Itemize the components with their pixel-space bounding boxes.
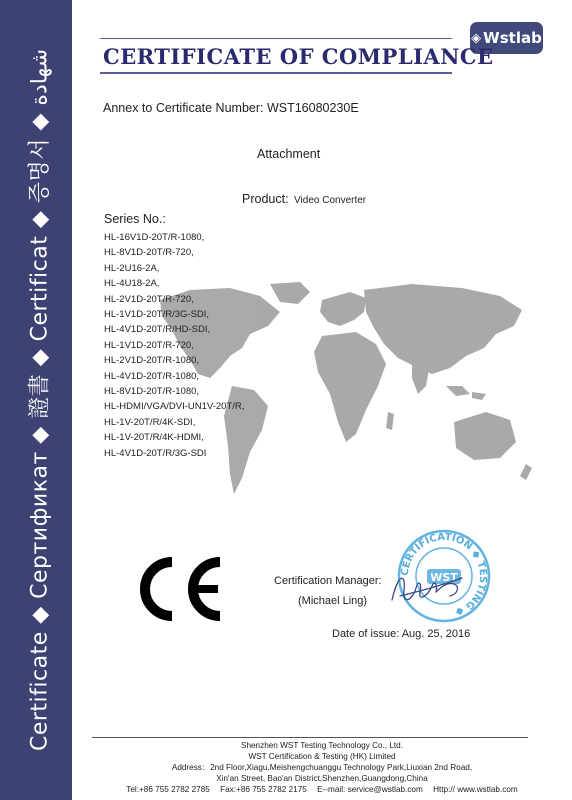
logo-mark-icon: ◈: [471, 30, 482, 46]
footer-company-hk: WST Certification & Testing (HK) Limited: [248, 752, 396, 761]
map-europe: [320, 292, 366, 326]
manager-name: (Michael Ling): [298, 595, 368, 607]
series-item: HL-1V-20T/R/4K-HDMI,: [104, 432, 204, 444]
series-item: HL-HDMI/VGA/DVI-UN1V-20T/R,: [104, 401, 245, 413]
series-item: HL-4U18-2A,: [104, 278, 160, 290]
series-item: HL-2U16-2A,: [104, 262, 160, 274]
product-label: Product:: [242, 192, 289, 206]
series-item: HL-2V1D-20T/R-1080,: [104, 355, 200, 367]
product-value: Video Converter: [294, 195, 367, 206]
footer-address: Address：2nd Floor,Xiagu,Meishengchuanggu Technology Park,Liuxian 2nd Road,: [171, 763, 473, 772]
attachment-heading: Attachment: [257, 147, 321, 161]
product-line: [242, 192, 366, 206]
map-indonesia: [446, 386, 486, 400]
series-item: HL-4V1D-20T/R/3G-SDI: [104, 447, 207, 459]
series-list: [104, 230, 244, 461]
footer-website[interactable]: Http:// www.wstlab.com: [433, 785, 518, 794]
series-item: HL-4V1D-20T/R/HD-SDI,: [104, 324, 211, 336]
series-item: HL-1V1D-20T/R/3G-SDI,: [104, 309, 210, 321]
stamp-center-text: WST: [430, 571, 458, 584]
ce-mark-icon: [136, 556, 226, 622]
map-madagascar: [386, 412, 394, 430]
map-greenland: [270, 282, 310, 304]
series-item: HL-1V1D-20T/R-720,: [104, 339, 194, 351]
footer-tel: Tel:+86 755 2782 2785: [126, 785, 210, 794]
series-label: Series No.:: [104, 212, 166, 226]
footer-address-cont: Xin'an Street, Bao'an District,Shenzhen,Guangdong,China: [216, 774, 428, 783]
issue-date: Date of issue: Aug. 25, 2016: [332, 628, 471, 640]
series-item: HL-8V1D-20T/R-720,: [104, 247, 194, 259]
sidebar-band: [0, 0, 72, 800]
certificate-title: CERTIFICATE OF COMPLIANCE: [103, 44, 494, 69]
title-rule-bottom: [100, 72, 452, 74]
footer-fax: Fax:+86 755 2782 2175: [220, 785, 307, 794]
series-item: HL-1V-20T/R/4K-SDI,: [104, 416, 196, 428]
logo-text: Wstlab: [483, 29, 542, 47]
footer-email[interactable]: E--mail: service@wstlab.com: [317, 785, 423, 794]
sidebar-multilingual-text: Certificate ◆ Сертификат ◆ 證書 ◆ Certificat ◆ 증명서 ◆ شهادة: [27, 48, 53, 752]
manager-label: Certification Manager:: [274, 575, 382, 587]
series-item: HL-2V1D-20T/R-720,: [104, 293, 194, 305]
footer-rule: [92, 737, 528, 738]
series-item: HL-8V1D-20T/R-1080,: [104, 386, 200, 398]
map-asia: [364, 284, 522, 374]
series-item: HL-4V1D-20T/R-1080,: [104, 370, 200, 382]
map-new-zealand: [520, 464, 532, 480]
manager-signature: [388, 566, 468, 610]
annex-line: Annex to Certificate Number: WST16080230E: [103, 101, 359, 115]
map-india: [412, 360, 430, 394]
footer-company: Shenzhen WST Testing Technology Co., Ltd.: [240, 741, 404, 750]
series-item: HL-16V1D-20T/R-1080,: [104, 232, 205, 243]
footer: [72, 740, 572, 795]
title-rule-top: [100, 38, 452, 39]
map-australia: [454, 412, 516, 460]
map-africa: [314, 332, 386, 442]
stamp-ring-text: CERTIFICATION ◆ TESTING ◆: [399, 531, 489, 618]
footer-contacts: [72, 784, 572, 795]
